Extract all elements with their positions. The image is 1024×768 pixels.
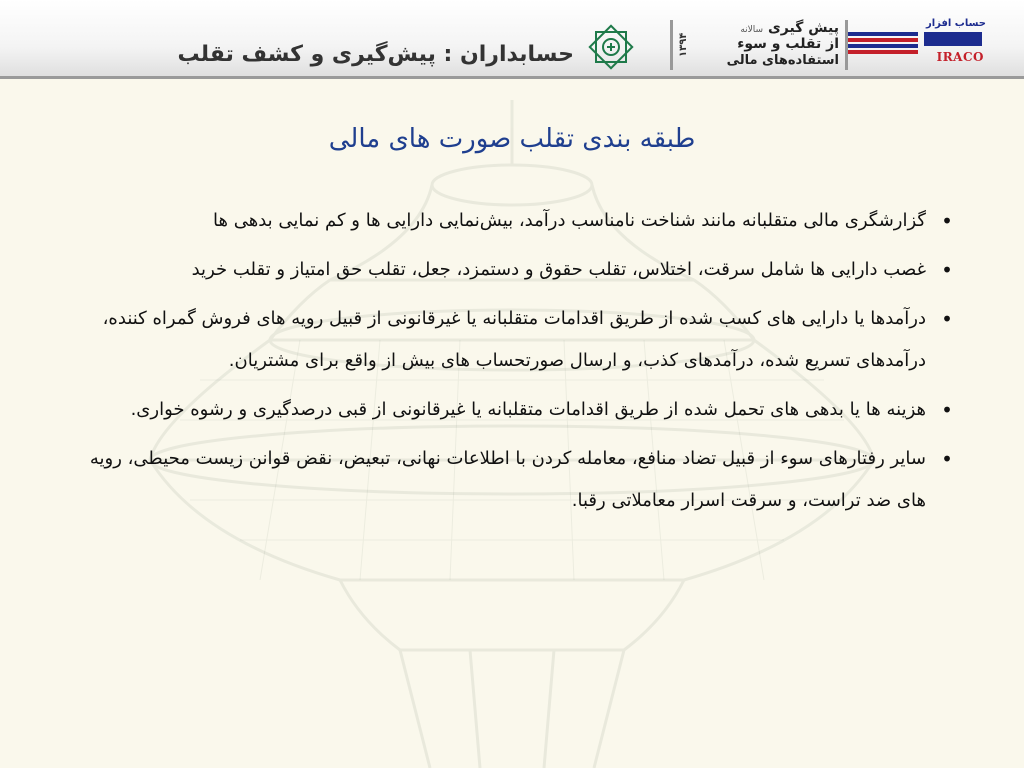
bullet-item	[56, 249, 968, 291]
conference-badge	[670, 20, 848, 70]
bullet-marker-icon: •	[941, 258, 953, 282]
bullet-item	[56, 389, 968, 431]
bullet-list	[56, 200, 968, 529]
header-divider	[0, 76, 1024, 79]
slide-title: طبقه بندی تقلب صورت های مالی	[328, 124, 696, 154]
badge-line-2: از تقلب و سوء	[737, 36, 839, 52]
badge-year: ۱۳۹۴	[678, 32, 689, 58]
bullet-text: غصب دارایی ها شامل سرقت، اختلاس، تقلب حقوق و دستمزد، جعل، تقلب حق امتیاز و تقلب خرید	[191, 259, 926, 280]
bullet-item	[56, 438, 968, 522]
badge-line-1-text: پیش گیری	[767, 20, 839, 36]
emblem-logo-icon	[586, 22, 636, 72]
header-bar	[0, 0, 1024, 78]
logo-top-text: حساب افزار	[925, 18, 986, 29]
bullet-item	[56, 298, 968, 382]
header-title: حسابداران : پیش‌گیری و کشف تقلب	[177, 42, 574, 67]
iraco-logo	[848, 18, 988, 64]
badge-line-3: استفاده‌های مالی	[726, 53, 839, 68]
bullet-text: گزارشگری مالی متقلبانه مانند شناخت نامناسب درآمد، بیش‌نمایی دارایی ها و کم نمایی بدهی ها	[213, 210, 926, 231]
bullet-text: هزینه ها یا بدهی های تحمل شده از طریق اقدامات متقلبانه یا غیرقانونی از قبی درصدگیری و رشوه خواری.	[130, 399, 926, 420]
bullet-marker-icon: •	[941, 307, 953, 331]
badge-line-1-small: سالانه	[740, 25, 764, 35]
bullet-text: درآمدها یا دارایی های کسب شده از طریق اقدامات متقلبانه یا غیرقانونی از قبیل رویه های فروش گمراه کننده، درآمدهای تسریع شده، درآمدهای کذب، و ارسال صورتحساب های بیش از واقع برای مشتریان.	[102, 308, 926, 371]
bullet-item	[56, 200, 968, 242]
bullet-marker-icon: •	[941, 209, 953, 233]
bullet-text: سایر رفتارهای سوء از قبیل تضاد منافع، معامله کردن با اطلاعات نهانی، تبعیض، نقض قوانن زیست محیطی، رویه های ضد تراست، و سرقت اسرار معاملاتی رقبا.	[89, 448, 926, 511]
bullet-marker-icon: •	[941, 398, 953, 422]
bullet-marker-icon: •	[941, 447, 953, 471]
logo-brand-text: IRACO	[936, 50, 984, 64]
badge-line-1	[740, 20, 839, 36]
